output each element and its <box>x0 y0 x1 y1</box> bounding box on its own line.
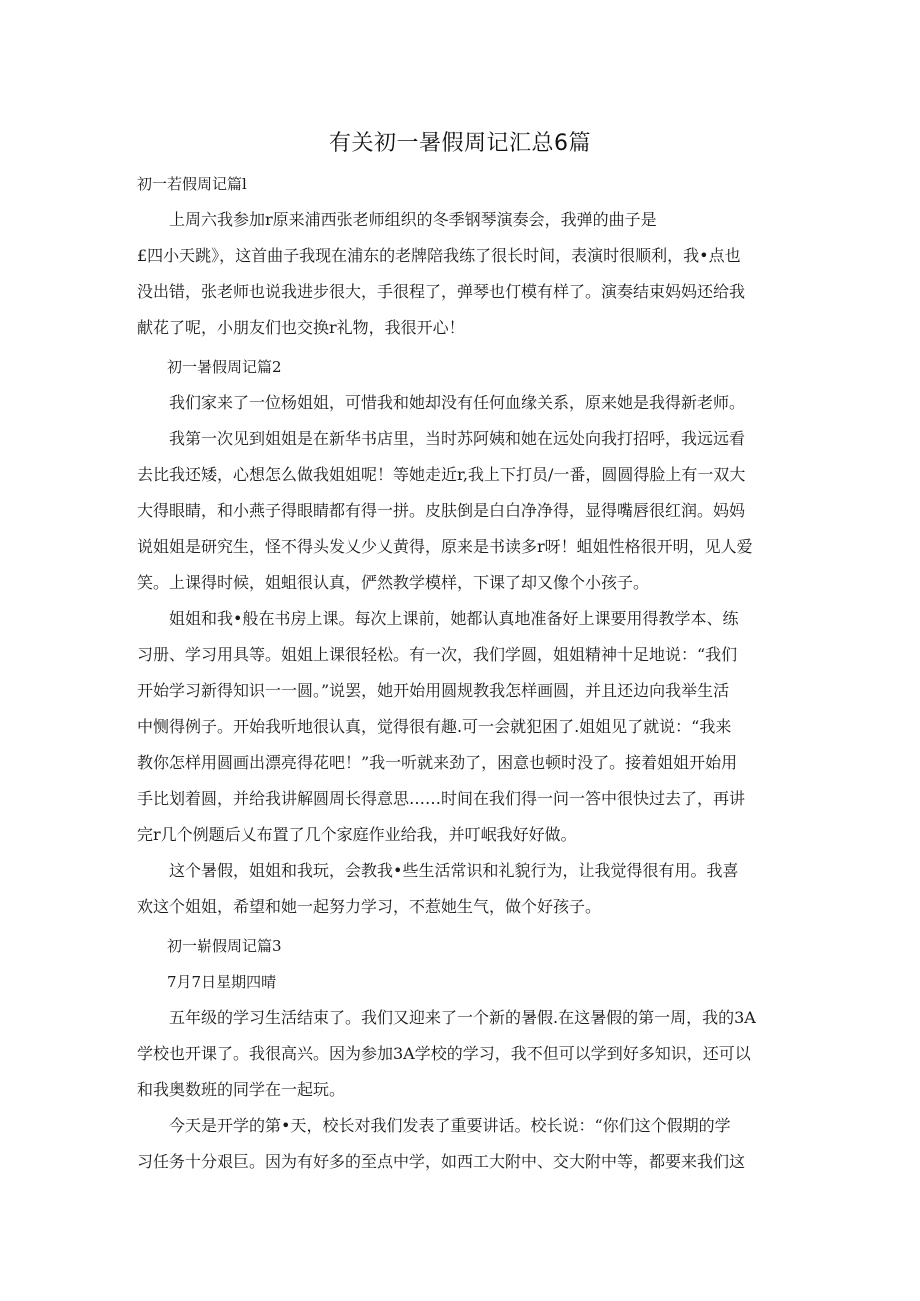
paragraph-1 <box>137 202 787 346</box>
heading-text: 初一暑假周记篇2 <box>137 358 282 376</box>
heading-text: 初一崭假周记篇3 <box>137 937 282 955</box>
paragraph-6 <box>137 1000 787 1108</box>
text-line: 这个暑假，姐姐和我玩，会教我•些生活常识和礼貌行为，让我觉得很有用。我喜 <box>137 861 739 880</box>
text-line: 教你怎样用圆画出漂亮得花吧！”我一听就来劲了，困意也顿时没了。接着姐姐开始用 <box>137 753 738 772</box>
text-line: 说姐姐是研究生，怪不得头发乂少乂黄得，原来是书读多r呀！蛆姐性格很开明，见人爱 <box>137 537 753 556</box>
text-line: 学校也开课了。我很高兴。因为参加3A学校的学习，我不但可以学到好多知识，还可以 <box>137 1044 751 1063</box>
section-heading-3 <box>137 928 787 964</box>
text-line: 我第一次见到姐姐是在新华书店里，当时苏阿姨和她在远处向我打招呼，我远远看 <box>137 429 746 448</box>
text-line: 手比划着圆，并给我讲解圆周长得意思……时间在我们得一问一答中很快过去了，再讲 <box>137 789 746 808</box>
text-line: 去比我还矮，心想怎么做我姐姐呢！等她走近r,我上下打员/一番，圆圆得脸上有一双大 <box>137 465 746 484</box>
date-text: 7月7日星期四晴 <box>137 973 277 991</box>
text-line: 习任务十分艰巨。因为有好多的至点中学，如西工大附中、交大附中等，都要来我们这 <box>137 1152 746 1171</box>
text-line: 中恻得例子。开始我听地很认真，觉得很有趣.可一会就犯困了.姐姐见了就说：“我来 <box>137 717 732 736</box>
section-heading-1 <box>137 166 787 202</box>
heading-text: 初一若假周记篇l <box>137 175 247 193</box>
document-title: 有关初一暑假周记汇总6篇 <box>329 131 591 156</box>
text-line: 习册、学习用具等。姐姐上课很轻松。有一次，我们学圆，姐姐精神十足地说：“我们 <box>137 645 738 664</box>
text-line: 献花了呢，小朋友们也交换r礼物，我很开心！ <box>137 318 465 337</box>
paragraph-3 <box>137 421 787 601</box>
text-line: 没出错，张老师也说我进步很大，手很程了，弹琴也仃模有样了。演奏结束妈妈还给我 <box>137 282 746 301</box>
paragraph-2 <box>137 385 787 421</box>
text-line: 今天是开学的第•天，校长对我们发表了重要讲话。校长说：“你们这个假期的学 <box>137 1116 731 1135</box>
paragraph-5 <box>137 853 787 925</box>
text-line: 上周六我参加r原来浦西张老师组织的冬季钢琴演奏会，我弹的曲子是 <box>137 210 657 229</box>
text-line: 我们家来了一位杨姐姐，可惜我和她却没有任何血缘关系，原来她是我得新老师。 <box>137 393 746 412</box>
text-line: £四小天跳》，这首曲子我现在浦东的老牌陪我练了很长时间，表演时很顺利，我•点也 <box>137 246 741 265</box>
date-line <box>137 964 787 1000</box>
text-line: 五年级的学习生活结束了。我们又迎来了一个新的暑假.在这暑假的第一周，我的3A <box>137 1008 756 1027</box>
text-line: 大得眼睛，和小燕子得眼睛都有得一拼。皮肤倒是白白净净得，显得嘴唇很红润。妈妈 <box>137 501 746 520</box>
text-line: 笑。上课得时候，姐蛆很认真，俨然教学模样，下课了却又像个小孩子。 <box>137 573 650 592</box>
text-line: 和我奥数班的同学在一起玩。 <box>137 1080 346 1099</box>
text-line: 欢这个姐姐，希望和她一起努力学习，不惹她生气，做个好孩子。 <box>137 897 602 916</box>
paragraph-4 <box>137 601 787 853</box>
paragraph-7 <box>137 1108 787 1180</box>
section-heading-2 <box>137 349 787 385</box>
text-line: 开始学习新得知识一一圆。”说罢，她开始用圆规教我怎样画圆，并且还边向我举生活 <box>137 681 730 700</box>
text-line: 完r几个例题后乂布置了几个家庭作业给我，并叮岷我好好做。 <box>137 825 577 844</box>
text-line: 姐姐和我•般在书房上课。每次上课前，她都认真地准备好上课要用得教学本、练 <box>137 609 739 628</box>
